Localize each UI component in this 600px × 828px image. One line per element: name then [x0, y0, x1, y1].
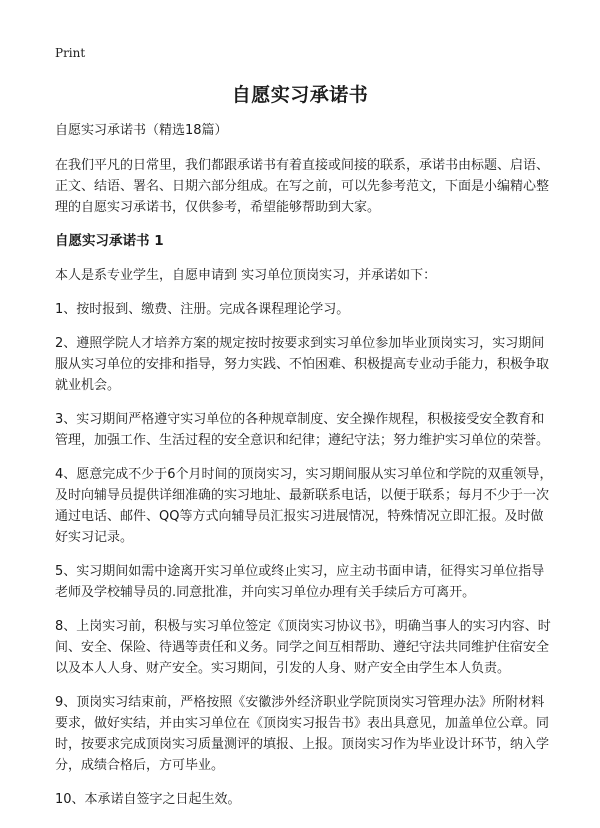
commitment-item-3: 3、实习期间严格遵守实习单位的各种规章制度、安全操作规程，积极接受安全教育和管理，加强工作、生活过程的安全意识和纪律；遵纪守法；努力维护实习单位的荣誉。 — [55, 412, 550, 448]
body-paragraph-intro: 本人是系专业学生，自愿申请到 实习单位顶岗实习，并承诺如下： — [55, 268, 437, 283]
commitment-item-9: 9、顶岗实习结束前，严格按照《安徽涉外经济职业学院顶岗实习管理办法》所附材料要求，做好实结，并由实习单位在《顶岗实习报告书》表出具意见，加盖单位公章。同时，按要求完成顶岗实习质量测评的填报、上报。顶岗实习作为毕业设计环节，纳入学分，成绩合格后，方可毕业。 — [55, 695, 550, 773]
page-title: 自愿实习承诺书 — [231, 84, 369, 106]
commitment-item-5: 5、实习期间如需中途离开实习单位或终止实习，应主动书面申请，征得实习单位指导老师及学校辅导员的.同意批准，并向实习单位办理有关手续后方可离开。 — [55, 564, 545, 600]
print-link[interactable]: Print — [55, 46, 86, 60]
section-heading: 自愿实习承诺书 1 — [55, 233, 164, 249]
commitment-item-4: 4、愿意完成不少于6个月时间的顶岗实习，实习期间服从实习单位和学院的双重领导，及时向辅导员提供详细准确的实习地址、最新联系电话，以便于联系；每月不少于一次通过电话、邮件、QQ等方式向辅导员汇报实习进展情况，特殊情况立即汇报。及时做好实习记录。 — [55, 467, 553, 545]
intro-paragraph: 在我们平凡的日常里，我们都跟承诺书有着直接或间接的联系，承诺书由标题、启语、正文、结语、署名、日期六部分组成。在写之前，可以先参考范文，下面是小编精心整理的自愿实习承诺书，仅供参考，希望能够帮助到大家。 — [55, 158, 550, 215]
document-body — [55, 120, 555, 823]
document-subtitle: 自愿实习承诺书（精选18篇） — [55, 123, 228, 138]
commitment-item-10: 10、本承诺自签字之日起生效。 — [55, 792, 241, 807]
commitment-item-1: 1、按时报到、缴费、注册。完成各课程理论学习。 — [55, 302, 350, 317]
commitment-item-8: 8、上岗实习前，积极与实习单位签定《顶岗实习协议书》，明确当事人的实习内容、时间、安全、保险、待遇等责任和义务。同学之间互相帮助、遵纪守法共同维护住宿安全以及本人人身、财产安全。实习期间，引发的人身、财产安全由学生本人负责。 — [55, 619, 551, 676]
commitment-item-2: 2、遵照学院人才培养方案的规定按时按要求到实习单位参加毕业顶岗实习，实习期间服从实习单位的安排和指导，努力实践、不怕困难、积极提高专业动手能力，积极争取就业机会。 — [55, 336, 550, 393]
